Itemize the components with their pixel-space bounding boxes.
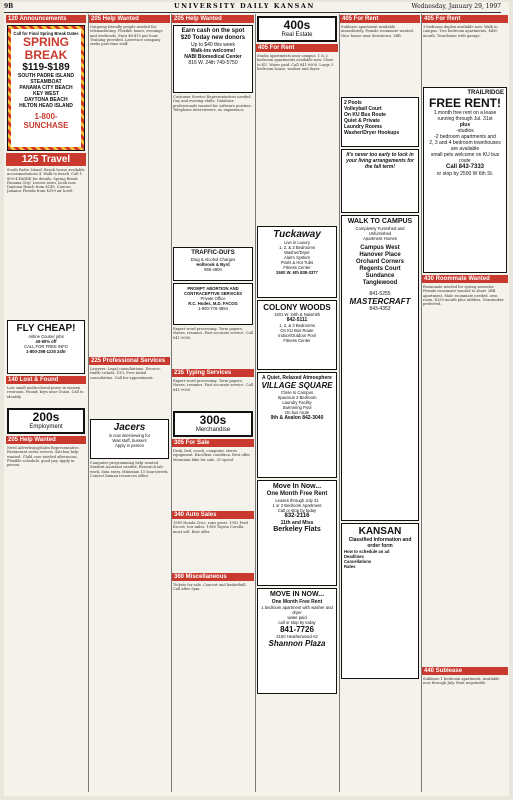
section-header-for-sale: 305 For Sale bbox=[172, 439, 254, 447]
kansan-line: Cancellations bbox=[344, 559, 372, 564]
section-header-auto: 340 Auto Sales bbox=[172, 511, 254, 519]
tuckaway-ad bbox=[257, 226, 337, 298]
for-sale-listings: Desk, bed, couch, computer, stereo equipment. Excellent condition. Best offer. Mountain bike for sale, 21-speed. bbox=[173, 449, 251, 462]
fly-cheap-ad bbox=[7, 320, 85, 374]
section-header-misc: 360 Miscellaneous bbox=[172, 573, 254, 581]
trail-line6: or stop by 2500 W 6th St. bbox=[436, 171, 494, 177]
movein-line2: Call or stop by today bbox=[277, 508, 317, 513]
trail-line3: -2 bedroom apartments and bbox=[434, 134, 496, 140]
amenity: On KU Bus Route bbox=[344, 112, 386, 118]
employment-banner bbox=[7, 408, 85, 434]
movein-desc: 1 or 2 Bedroom Apartment bbox=[272, 503, 322, 508]
amenity: Quiet & Private bbox=[344, 118, 380, 124]
jacers-line: Apply in person bbox=[115, 443, 144, 448]
plasma-line: Up to $40 this week bbox=[191, 42, 235, 48]
masthead bbox=[4, 2, 501, 13]
fly-cheap-line: Airline Courier jobs bbox=[28, 334, 64, 339]
amenity: Volleyball Court bbox=[344, 106, 382, 112]
section-header-help-wanted: 205 Help Wanted bbox=[89, 15, 170, 23]
trail-line2: -studios bbox=[456, 128, 474, 134]
colony-line: Indoor/Outdoor Pool bbox=[278, 333, 316, 338]
moveinnow-sub: One Month Free Rent bbox=[271, 599, 323, 605]
movein-phone: 832-2116 bbox=[284, 513, 310, 519]
kansan-sub: Classified Information and order form bbox=[348, 537, 412, 549]
fly-cheap-line: 1-800-298-1230 24hr bbox=[26, 349, 66, 354]
trailridge-ad bbox=[423, 87, 507, 273]
real-estate-title: 400s bbox=[283, 18, 311, 32]
destination: STEAMBOAT bbox=[30, 79, 62, 85]
destination: KEY WEST bbox=[32, 91, 60, 97]
movein-name: Berkeley Flats bbox=[273, 526, 321, 533]
walk-property: Sundance bbox=[365, 273, 395, 279]
kansan-classifieds-form bbox=[341, 523, 419, 679]
moveinnow-phone: 841-7726 bbox=[280, 625, 314, 634]
moveinnow-line: water paid bbox=[287, 615, 307, 620]
walk-title: WALK TO CAMPUS bbox=[347, 218, 413, 225]
fly-cheap-line: 40-90% off bbox=[35, 339, 57, 344]
tuckaway-line: Alarm System bbox=[283, 255, 311, 260]
plasma-amount: $20 Today new donors bbox=[180, 35, 246, 41]
tuckaway-title: Tuckaway bbox=[273, 229, 321, 240]
destination: DAYTONA BEACH bbox=[24, 97, 68, 103]
trail-line4: 2, 3 and 4 bedroom townhouses are available bbox=[429, 140, 501, 152]
help-wanted-listings: Customer Service Representatives needed. Day and evening shifts. Database professionals wanted for software position. Telephone interviewers, no experience. bbox=[173, 95, 252, 112]
prompt-phone: 1-800-776-4694 bbox=[198, 306, 228, 311]
lock-in-note: It's never too early to lock in your living arrangements for the fall term! bbox=[346, 152, 414, 170]
section-header-lost: 140 Lost & Found bbox=[6, 376, 86, 384]
tuckaway-line: Washer/Dryer bbox=[284, 250, 310, 255]
moveinnow-title: MOVE IN NOW... bbox=[269, 591, 325, 598]
walk-property: Regents Court bbox=[359, 266, 401, 272]
plasma-center: NABI Biomedical Center bbox=[184, 54, 242, 60]
jacers-sub: is now interviewing for bbox=[108, 433, 151, 438]
amenity: Washer/Dryer Hookups bbox=[344, 130, 400, 136]
trail-line5: small pets welcome on KU bus route bbox=[430, 152, 500, 164]
amenities-ad bbox=[341, 97, 419, 147]
walk-line: Apartment Homes bbox=[363, 236, 397, 241]
traffic-who: Holbrook & Byrd bbox=[196, 262, 230, 267]
traffic-phone: 865-4900 bbox=[204, 267, 222, 272]
real-estate-banner bbox=[257, 16, 337, 42]
village-line: On bus route bbox=[284, 410, 310, 415]
section-header-travel: 125 Travel bbox=[6, 153, 86, 166]
fly-cheap-line: CALL FOR FREE INFO bbox=[24, 344, 68, 349]
traffic-sub: Drug & Alcohol Charges bbox=[190, 257, 236, 262]
kansan-line: How to schedule an ad bbox=[344, 549, 390, 554]
section-header-for-rent: 405 For Rent bbox=[340, 15, 420, 23]
fly-cheap-title: FLY CHEAP! bbox=[16, 323, 76, 334]
section-header-help-wanted: 205 Help Wanted bbox=[6, 436, 86, 444]
misc-listings: Tickets for sale. Concert and basketball. Call after 5pm. bbox=[173, 583, 247, 592]
walk-property: Campus West bbox=[360, 245, 400, 251]
movein-sub: One Month Free Rent bbox=[266, 491, 328, 497]
spring-break-sub: Call for Final Spring Break Dates bbox=[13, 31, 79, 36]
employment-title: 200s bbox=[32, 410, 60, 424]
plasma-address: 816 W. 24th 749-5750 bbox=[188, 60, 238, 66]
section-header-help-wanted: 205 Help Wanted bbox=[172, 15, 254, 23]
walk-phone: 841-5255 bbox=[369, 291, 391, 297]
prompt-title: PROMPT ABORTION AND bbox=[187, 286, 239, 291]
colony-line: 1, 2, & 3 Bedrooms bbox=[279, 323, 315, 328]
plasma-ad bbox=[173, 25, 253, 93]
rent-listings: Sublease apartment available immediately. Female roommate wanted. Nice house near downtown, 3BR. bbox=[341, 25, 414, 38]
travel-listings: South Padre Island. Beach house available accommodations 4. Walk to beach. Call 1-800-4-PADRE for details. Spring Break Panama City! Lowest rates, book now. Daytona Beach from $149, Cancun Jamaica Florida from $399 air hotel. bbox=[7, 168, 85, 194]
walk-property: Hanover Place bbox=[359, 252, 401, 258]
section-header-typing: 235 Typing Services bbox=[172, 369, 254, 377]
village-line: Spacious 2 Bedroom bbox=[277, 395, 317, 400]
sublease-listings: Sublease 1 bedroom apartment. Available now through July. Rent negotiable. bbox=[423, 677, 500, 686]
jacers-title: Jacers bbox=[113, 422, 146, 433]
walk-phone2: 843-4353 bbox=[369, 306, 391, 312]
walk-to-campus-ad bbox=[341, 215, 419, 521]
moveinnow-name: Shannon Plaza bbox=[268, 639, 326, 648]
tuckaway-line: 1, 2, & 3 Bedrooms bbox=[279, 245, 315, 250]
village-address: 9th & Avalon 842-3040 bbox=[270, 415, 324, 421]
lost-listings: Lost small multicolored purse in women restroom. Found: keys near Union. Call to identify. bbox=[7, 386, 84, 399]
movein-address: 11th and Miss bbox=[280, 520, 314, 526]
prompt-sub: CONTRACEPTIVE SERVICES bbox=[183, 291, 243, 296]
trail-plus: plus bbox=[459, 122, 471, 128]
destination: HILTON HEAD ISLAND bbox=[19, 103, 73, 109]
spring-break-phone: 1-800-SUNCHASE bbox=[23, 112, 69, 130]
village-title: A Quiet, Relaxed Atmosphere bbox=[262, 375, 332, 381]
kansan-title: KANSAN bbox=[358, 526, 402, 537]
destination: PANAMA CITY BEACH bbox=[19, 85, 73, 91]
colony-woods-ad bbox=[257, 300, 337, 370]
section-header-roommate: 430 Roommate Wanted bbox=[422, 275, 508, 283]
rent-listings: 3 bedroom duplex available now. Walk to campus. Two bedroom apartments, $450 month. Townhome with garage. bbox=[423, 25, 498, 38]
column-2 bbox=[88, 14, 170, 792]
column-4 bbox=[255, 14, 338, 792]
merchandise-title: 300s bbox=[199, 413, 227, 427]
section-header-professional: 225 Professional Services bbox=[89, 357, 170, 365]
issue-date: Wednesday, January 29, 1997 bbox=[411, 3, 501, 10]
prompt-clinic: Private Office bbox=[200, 296, 226, 301]
column-1 bbox=[6, 14, 86, 792]
movein-line: Leases through July 31 bbox=[275, 498, 319, 503]
merchandise-sub: Merchandise bbox=[195, 427, 231, 433]
merchandise-banner bbox=[173, 411, 253, 437]
colony-phone: 842-5111 bbox=[286, 317, 308, 323]
section-header-for-rent: 405 For Rent bbox=[422, 15, 508, 23]
spring-break-ad bbox=[7, 25, 85, 151]
walk-property: Tanglewood bbox=[362, 280, 398, 286]
trail-phone: Call 843-7333 bbox=[445, 164, 485, 170]
movein-title: Move In Now... bbox=[272, 483, 322, 490]
trail-title: TRAILRIDGE bbox=[467, 90, 504, 96]
page-number: 9B bbox=[4, 3, 14, 10]
tuckaway-address: 2600 W. 6th 838-3377 bbox=[276, 270, 318, 275]
traffic-dui-ad bbox=[173, 247, 253, 281]
more-listings: Computer programming help wanted. Student Assistant needed. Research lab work, data entry. Minimum 15 hours/week. Contact human resources office. bbox=[90, 461, 169, 478]
section-header-announcements: 120 Announcements bbox=[6, 15, 86, 23]
amenity: 2 Pools bbox=[344, 100, 362, 106]
tuckaway-line: Pools & Hot Tubs bbox=[280, 260, 314, 265]
plasma-walk: Walk-ins welcome! bbox=[190, 48, 236, 54]
roommate-listings: Roommate needed for spring semester. Female roommate wanted to share 2BR apartment. Male roommate needed, own room, $250 month plus utilities. Nonsmoker preferred. bbox=[423, 285, 504, 307]
help-wanted-listings: Outgoing friendly people needed for telemarketing. Flexible hours, evenings and weekends. Earn $6-$10 per hour. Training provided. Lawrence company seeks part-time staff. bbox=[90, 25, 163, 47]
prompt-doctor: R.C. Hodes, M.D. FACOG bbox=[188, 301, 238, 306]
colony-line: On KU Bus Route bbox=[280, 328, 314, 333]
colony-line: Fitness Center bbox=[283, 338, 311, 343]
paper-name: UNIVERSITY DAILY KANSAN bbox=[174, 2, 315, 10]
moveinnow-address: 2100 Heatherwood A2 bbox=[276, 634, 318, 639]
jacers-line: Wait staff, bussers bbox=[112, 438, 147, 443]
trail-free: FREE RENT! bbox=[429, 96, 501, 110]
colony-address: 1301 W. 24th & Naismith bbox=[273, 312, 321, 317]
typing-listings: Expert word processing. Term papers, theses, resumes. Fast accurate service. Call 841-0000. bbox=[173, 379, 253, 392]
lock-in-ad bbox=[341, 149, 419, 213]
section-header-sublease: 440 Sublease bbox=[422, 667, 508, 675]
walk-name: MASTERCRAFT bbox=[349, 297, 411, 306]
kansan-line: Rates bbox=[344, 564, 356, 569]
village-square-ad bbox=[257, 372, 337, 478]
prompt-abortion-ad bbox=[173, 283, 253, 325]
auto-listings: 1989 Honda Civic, runs great. 1992 Ford Escort, low miles. 1988 Toyota Corolla, must sell. Best offer. bbox=[173, 521, 248, 534]
real-estate-sub: Real Estate bbox=[281, 32, 313, 38]
colony-title: COLONY WOODS bbox=[263, 303, 331, 312]
spring-break-title: SPRING BREAK bbox=[22, 35, 69, 62]
professional-listings: Expert word processing. Term papers, theses, resumes. Fast accurate service. Call 841-0000. bbox=[173, 327, 253, 340]
help-wanted-listings: Need Advertising/Sales Representative. Restaurant seeks servers. Kitchen help wanted. Child care needed afternoons. Flexible schedule, good pay. Apply in person. bbox=[7, 446, 80, 468]
kansan-line: Deadlines bbox=[344, 554, 364, 559]
walk-property: Orchard Corners bbox=[355, 259, 404, 265]
shannon-plaza-ad bbox=[257, 588, 337, 694]
column-5 bbox=[339, 14, 420, 792]
column-3 bbox=[171, 14, 254, 792]
plasma-title: Earn cash on the spot bbox=[181, 28, 245, 34]
tuckaway-line: Live in Luxury bbox=[284, 240, 310, 245]
employment-sub: Employment bbox=[29, 424, 63, 430]
moveinnow-desc: 1 bedroom apartment with washer and dryer bbox=[261, 605, 333, 615]
village-line: Swimming Pool bbox=[282, 405, 312, 410]
professional-listings: Lawyers: Legal consultations. Divorce, traffic tickets, DUI. Free initial consultation. Call for appointment. bbox=[90, 367, 161, 380]
destination: SOUTH PADRE ISLAND bbox=[17, 73, 75, 79]
section-header-for-rent: 405 For Rent bbox=[256, 44, 338, 52]
tuckaway-line: Fitness Center bbox=[283, 265, 311, 270]
spring-break-prices: $119-$189 bbox=[22, 62, 70, 73]
trail-line: 1 month free rent on a lease running through Jul. 31st bbox=[433, 110, 497, 122]
village-line: Laundry Facility bbox=[282, 400, 312, 405]
amenity: Laundry Rooms bbox=[344, 124, 383, 130]
walk-line: Completely Furnished and Unfurnished bbox=[355, 226, 405, 236]
moveinnow-line2: call or stop by today bbox=[278, 620, 316, 625]
traffic-title: TRAFFIC-DUI'S bbox=[191, 250, 235, 256]
village-line: Close to Campus bbox=[280, 390, 314, 395]
jacers-ad bbox=[90, 419, 169, 459]
village-name: VILLAGE SQUARE bbox=[261, 381, 333, 390]
column-6 bbox=[421, 14, 508, 792]
berkeley-flats-ad bbox=[257, 480, 337, 586]
rent-listings: Studio apartments near campus. 1 & 2 bedroom apartments available now. Close to KU. Water paid. Call 841-0000. Large 3 bedroom house, washer and dryer. bbox=[257, 54, 334, 71]
